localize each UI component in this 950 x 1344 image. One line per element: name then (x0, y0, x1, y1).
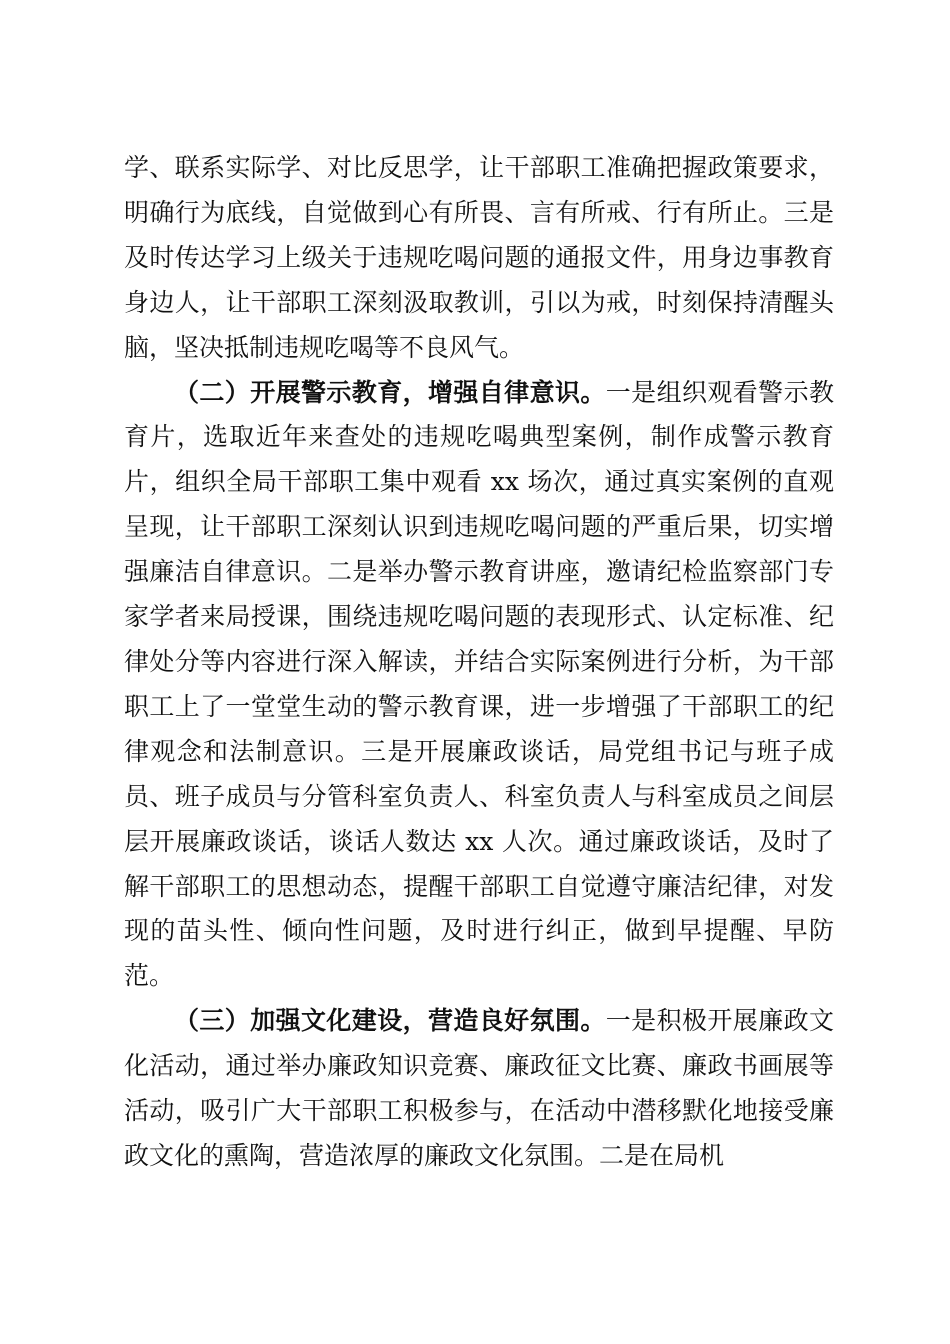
section-3-text: 一是积极开展廉政文化活动，通过举办廉政知识竞赛、廉政征文比赛、廉政书画展等活动，吸引广大干部职工积极参与，在活动中潜移默化地接受廉政文化的熏陶，营造浓厚的廉政文化氛围。二是在局机 (124, 1006, 834, 1170)
paragraph-section-2 (124, 371, 834, 1000)
paragraph-continuation (124, 146, 834, 371)
document-page (124, 146, 834, 1179)
section-3-heading: （三）加强文化建设，营造良好氛围。 (174, 1006, 606, 1036)
paragraph-1-text: 学、联系实际学、对比反思学，让干部职工准确把握政策要求，明确行为底线，自觉做到心有所畏、言有所戒、行有所止。三是及时传达学习上级关于违规吃喝问题的通报文件，用身边事教育身边人，让干部职工深刻汲取教训，引以为戒，时刻保持清醒头脑，坚决抵制违规吃喝等不良风气。 (124, 153, 834, 362)
section-2-heading: （二）开展警示教育，增强自律意识。 (174, 377, 606, 407)
section-2-text: 一是组织观看警示教育片，选取近年来查处的违规吃喝典型案例，制作成警示教育片，组织全局干部职工集中观看 xx 场次，通过真实案例的直观呈现，让干部职工深刻认识到违规吃喝问题的严重后果，切实增强廉洁自律意识。二是举办警示教育讲座，邀请纪检监察部门专家学者来局授课，围绕违规吃喝问题的表现形式、认定标准、纪律处分等内容进行深入解读，并结合实际案例进行分析，为干部职工上了一堂堂生动的警示教育课，进一步增强了干部职工的纪律观念和法制意识。三是开展廉政谈话，局党组书记与班子成员、班子成员与分管科室负责人、科室负责人与科室成员之间层层开展廉政谈话，谈话人数达 xx 人次。通过廉政谈话，及时了解干部职工的思想动态，提醒干部职工自觉遵守廉洁纪律，对发现的苗头性、倾向性问题，及时进行纠正，做到早提醒、早防范。 (124, 377, 834, 991)
paragraph-section-3 (124, 999, 834, 1179)
